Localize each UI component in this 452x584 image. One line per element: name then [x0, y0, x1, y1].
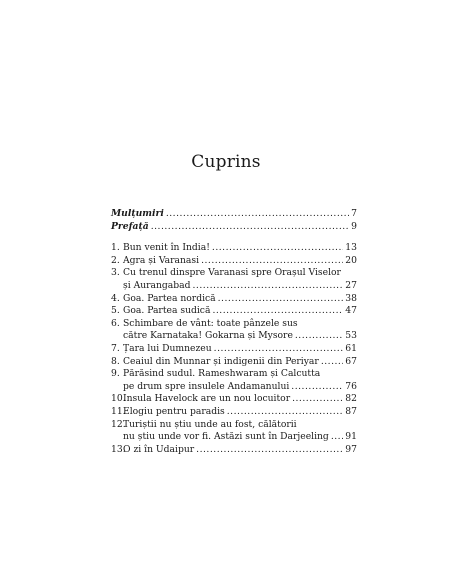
toc-dot-leader	[218, 293, 344, 306]
toc-entry-title: Insula Havelock are un nou locuitor	[123, 393, 291, 405]
toc-dot-leader	[193, 280, 344, 293]
toc-chapter-entry	[111, 368, 357, 381]
toc-chapter-entry	[111, 381, 357, 394]
toc-entry-title: Prefață	[111, 220, 149, 232]
toc-entry-title: Goa. Partea sudică	[123, 305, 211, 317]
toc-dot-leader	[151, 221, 349, 234]
toc-dot-leader	[201, 255, 343, 268]
toc-page-number: 20	[345, 254, 357, 266]
toc-chapter-entry	[111, 255, 357, 268]
toc-dot-leader	[295, 330, 343, 343]
toc-page-number: 27	[345, 279, 357, 291]
toc-chapter-entry	[111, 280, 357, 293]
toc-chapter-entry	[111, 267, 357, 280]
toc-chapter-entry	[111, 343, 357, 356]
toc-entry-title: Cu trenul dinspre Varanasi spre Orașul Viselor	[123, 267, 341, 279]
toc-entry-title: Bun venit în India!	[123, 242, 210, 254]
toc-entry-title: Schimbare de vânt: toate pânzele sus	[123, 317, 298, 329]
toc-chapter-entry	[111, 293, 357, 306]
toc-entry-title: pe drum spre insulele Andamanului	[123, 380, 290, 392]
toc-page-number: 87	[345, 405, 357, 417]
table-of-contents	[111, 208, 357, 456]
toc-entry-title: Goa. Partea nordică	[123, 292, 216, 304]
toc-chapter-entry	[111, 393, 357, 406]
toc-entry-title: O zi în Udaipur	[123, 443, 195, 455]
page-title: Cuprins	[191, 152, 261, 172]
toc-page-number: 38	[345, 292, 357, 304]
toc-page-number: 47	[345, 305, 357, 317]
toc-page-number: 67	[345, 355, 357, 367]
toc-dot-leader	[212, 305, 343, 318]
toc-chapter-entry	[111, 356, 357, 369]
toc-chapter-entry	[111, 406, 357, 419]
toc-dot-leader	[227, 406, 344, 419]
toc-entry-title: către Karnataka! Gokarna și Mysore	[123, 330, 293, 342]
toc-front-entry	[111, 221, 357, 234]
toc-entry-title: Ceaiul din Munnar și indigenii din Periyar	[123, 355, 319, 367]
toc-entry-title: nu știu unde vor fi. Astăzi sunt în Darjeeling	[123, 431, 329, 443]
toc-page-number: 76	[345, 380, 357, 392]
toc-dot-leader	[214, 343, 344, 356]
toc-entry-title: Părăsind sudul. Rameshwaram și Calcutta	[123, 368, 321, 380]
toc-entry-title: Turiștii nu știu unde au fost, călătorii	[123, 418, 297, 430]
toc-dot-leader	[196, 444, 343, 457]
toc-page-number: 97	[345, 443, 357, 455]
toc-page-number: 61	[345, 342, 357, 354]
toc-front-entry	[111, 208, 357, 221]
toc-chapter-entry	[111, 419, 357, 432]
toc-chapter-entry	[111, 330, 357, 343]
toc-page-number: 91	[345, 431, 357, 443]
toc-page-number: 7	[351, 208, 357, 219]
toc-page-number: 82	[345, 393, 357, 405]
toc-chapter-number: 8.	[111, 355, 120, 367]
toc-chapter-number: 2.	[111, 254, 120, 266]
toc-dot-leader	[166, 208, 349, 221]
toc-chapter-number: 11.	[111, 405, 126, 417]
toc-chapter-number: 6.	[111, 317, 120, 329]
toc-dot-leader	[291, 381, 343, 394]
toc-chapter-number: 10.	[111, 393, 126, 405]
toc-chapter-number: 12.	[111, 418, 126, 430]
toc-entry-title: Mulțumiri	[111, 208, 164, 219]
toc-entry-title: Elogiu pentru paradis	[123, 405, 225, 417]
toc-dot-leader	[331, 431, 343, 444]
toc-chapter-number: 13.	[111, 443, 126, 455]
toc-chapter-entry	[111, 431, 357, 444]
toc-chapter-number: 7.	[111, 342, 120, 354]
toc-entry-title: Țara lui Dumnezeu	[123, 342, 212, 354]
toc-chapter-number: 5.	[111, 305, 120, 317]
toc-section-gap	[111, 233, 357, 242]
toc-chapter-number: 4.	[111, 292, 120, 304]
toc-dot-leader	[292, 393, 343, 406]
toc-chapter-number: 9.	[111, 368, 120, 380]
toc-page-number: 53	[345, 330, 357, 342]
toc-entry-title: Agra și Varanasi	[123, 254, 200, 266]
toc-chapter-entry	[111, 242, 357, 255]
toc-dot-leader	[321, 356, 343, 369]
toc-dot-leader	[212, 242, 343, 255]
toc-chapter-number: 1.	[111, 242, 120, 254]
toc-chapter-entry	[111, 305, 357, 318]
toc-chapter-number: 3.	[111, 267, 120, 279]
toc-page-number: 9	[351, 220, 357, 232]
toc-entry-title: și Aurangabad	[123, 279, 191, 291]
toc-chapter-entry	[111, 444, 357, 457]
toc-chapter-entry	[111, 318, 357, 331]
toc-page-number: 13	[345, 242, 357, 254]
